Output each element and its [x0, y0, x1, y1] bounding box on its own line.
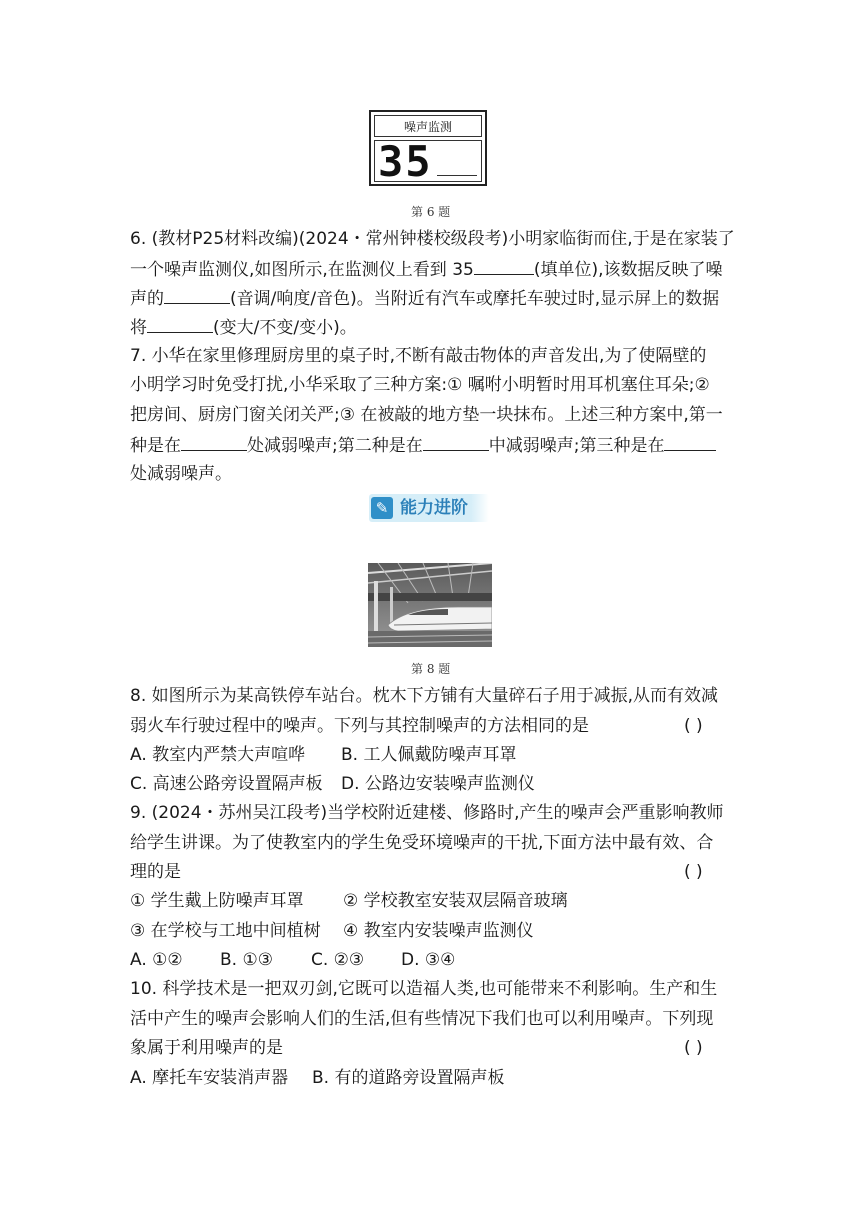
q10-line2: 活中产生的噪声会影响人们的生活,但有些情况下我们也可以利用噪声。下列现 — [130, 1009, 714, 1029]
q9-option-b: B. ①③ — [220, 950, 273, 970]
q8-option-d: D. 公路边安装噪声监测仪 — [341, 774, 535, 794]
q9-line3: 理的是 — [130, 862, 181, 882]
answer-paren[interactable]: ( ) — [684, 716, 703, 736]
q9-line2: 给学生讲课。为了使教室内的学生免受环境噪声的干扰,下面方法中最有效、合 — [130, 833, 714, 853]
q6-line4a: 将 — [130, 318, 147, 338]
q10-line1: 10. 科学技术是一把双刃剑,它既可以造福人类,也可能带来不利影响。生产和生 — [130, 979, 718, 999]
q7-line4 — [130, 434, 716, 456]
q7-line4b: 处减弱噪声;第二种是在 — [247, 436, 423, 456]
q10-option-a: A. 摩托车安装消声器 — [130, 1068, 289, 1088]
q10-line3: 象属于利用噪声的是 — [130, 1038, 283, 1058]
q6-line1: 6. (教材P25材料改编)(2024・常州钟楼校级段考)小明家临街而住,于是在家装了 — [130, 229, 735, 249]
section-banner — [369, 494, 489, 522]
q10-option-b: B. 有的道路旁设置隔声板 — [312, 1068, 505, 1088]
q6-line2a: 一个噪声监测仪,如图所示,在监测仪上看到 35 — [130, 260, 474, 280]
answer-blank[interactable] — [181, 434, 247, 451]
q8-option-b: B. 工人佩戴防噪声耳罩 — [341, 745, 517, 765]
q7-line4a: 种是在 — [130, 436, 181, 456]
figure8-caption: 第 8 题 — [411, 662, 451, 676]
monitor-unit-blank — [437, 175, 477, 176]
q9-line1: 9. (2024・苏州吴江段考)当学校附近建楼、修路时,产生的噪声会严重影响教师 — [130, 803, 724, 823]
q6-line2 — [130, 258, 723, 280]
answer-paren[interactable]: ( ) — [684, 1038, 703, 1058]
q9-option-c: C. ②③ — [311, 950, 365, 970]
section-title: 能力进阶 — [400, 498, 468, 518]
q9-option-d: D. ③④ — [401, 950, 456, 970]
q8-option-c: C. 高速公路旁设置隔声板 — [130, 774, 323, 794]
figure6-caption: 第 6 题 — [411, 205, 451, 219]
answer-blank[interactable] — [423, 434, 489, 451]
q7-line3: 把房间、厨房门窗关闭关严;③ 在被敲的地方垫一块抹布。上述三种方案中,第一 — [130, 405, 723, 425]
answer-blank[interactable] — [147, 316, 213, 333]
monitor-digits: 35 — [378, 137, 433, 186]
train-photo-graphic — [368, 563, 492, 647]
q9-item3: ③ 在学校与工地中间植树 — [130, 921, 321, 941]
q8-option-a: A. 教室内严禁大声喧哗 — [130, 745, 306, 765]
answer-blank[interactable] — [474, 258, 534, 275]
q6-line3a: 声的 — [130, 289, 164, 309]
q9-item1: ① 学生戴上防噪声耳罩 — [130, 891, 304, 911]
train-station-photo — [368, 563, 492, 647]
q8-line1: 8. 如图所示为某高铁停车站台。枕木下方铺有大量碎石子用于减振,从而有效减 — [130, 686, 719, 706]
noise-monitor-figure — [369, 110, 487, 186]
q6-line4b: (变大/不变/变小)。 — [213, 318, 357, 338]
q9-option-a: A. ①② — [130, 950, 183, 970]
answer-blank[interactable] — [164, 287, 230, 304]
pencil-icon: ✎ — [371, 497, 393, 519]
q6-line2b: (填单位),该数据反映了噪 — [533, 260, 723, 280]
q9-item2: ② 学校教室安装双层隔音玻璃 — [343, 891, 568, 911]
q6-line3b: (音调/响度/音色)。当附近有汽车或摩托车驶过时,显示屏上的数据 — [230, 289, 720, 309]
answer-blank[interactable] — [664, 434, 716, 451]
q6-line3 — [130, 287, 719, 309]
q7-line5: 处减弱噪声。 — [130, 464, 232, 484]
q7-line2: 小明学习时免受打扰,小华采取了三种方案:① 嘱咐小明暂时用耳机塞住耳朵;② — [130, 375, 710, 395]
q7-line4c: 中减弱噪声;第三种是在 — [488, 436, 665, 456]
q8-line2: 弱火车行驶过程中的噪声。下列与其控制噪声的方法相同的是 — [130, 716, 589, 736]
q7-line1: 7. 小华在家里修理厨房里的桌子时,不断有敲击物体的声音发出,为了使隔壁的 — [130, 346, 707, 366]
answer-paren[interactable]: ( ) — [684, 862, 703, 882]
monitor-screen — [374, 137, 482, 186]
monitor-title: 噪声监测 — [374, 115, 482, 137]
q9-item4: ④ 教室内安装噪声监测仪 — [343, 921, 534, 941]
q6-line4 — [130, 316, 357, 338]
